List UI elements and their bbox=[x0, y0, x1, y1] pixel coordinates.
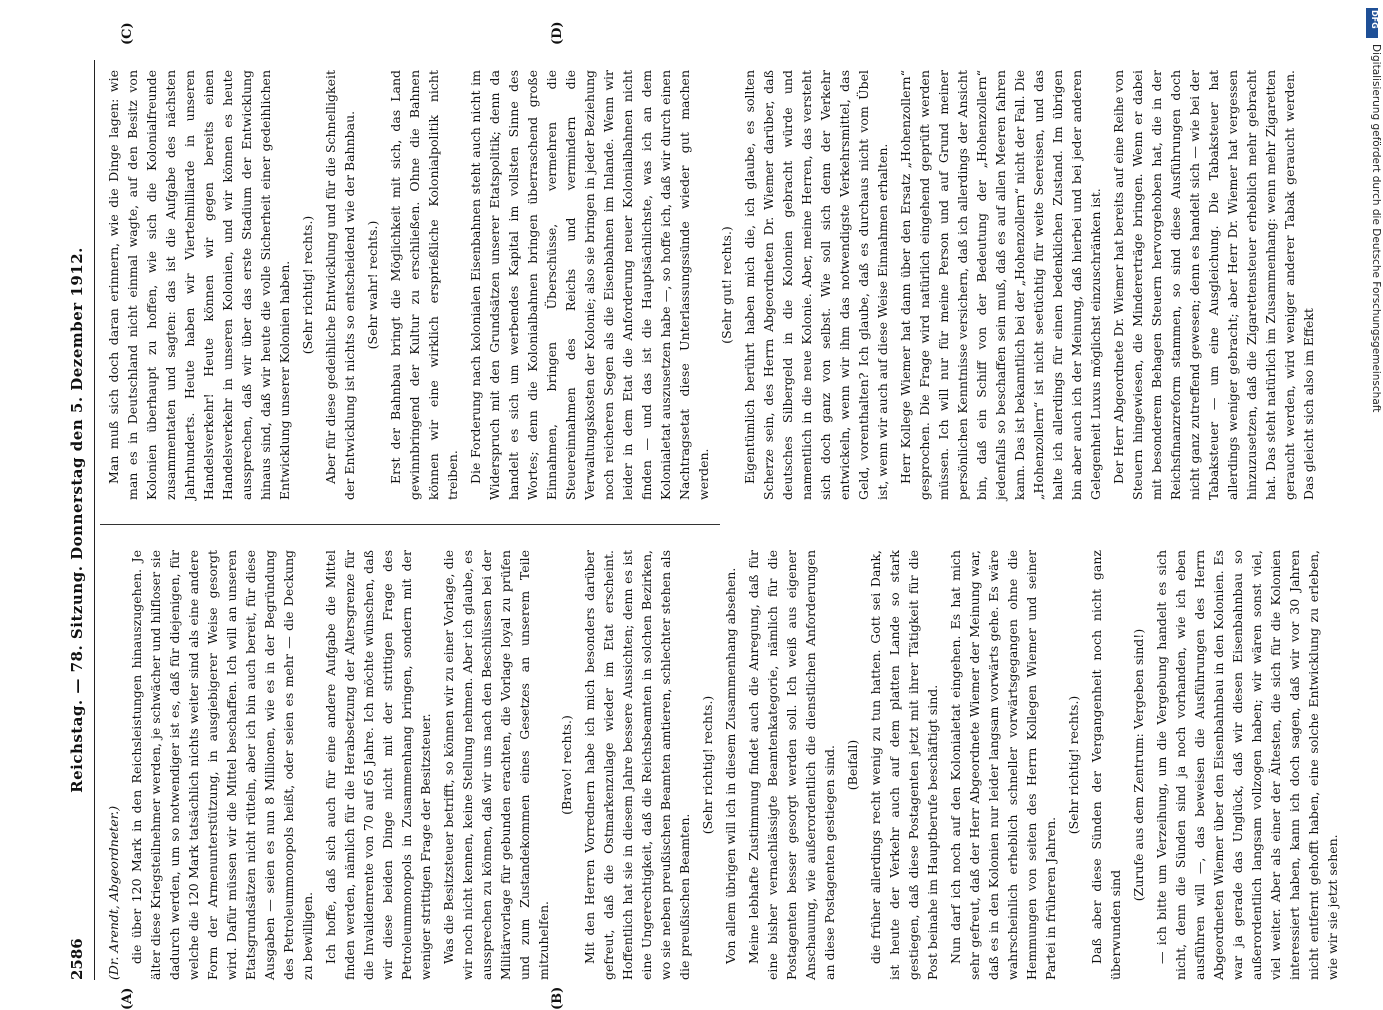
paragraph: Die Forderung nach kolonialen Eisenbahnen steht auch nicht im Widerspruch mit den Grundsätzen unserer Etatspolitik; denn da handelt es sich um werbendes Kapital im vollsten Sinne des Wortes; denn die Kolonialbahnen bringen überraschend große Einnahmen, bringen Überschüsse, vermehren die Steuereinnahmen des Reichs und vermindern die Verwaltungskosten der Kolonie; also sie bringen in jeder Beziehung noch reicheren Segen als die Eisenbahnen im Inlande. Wenn wir leider in dem Etat die Anforderung neuer Kolonialbahnen nicht finden — und das ist die Hauptsächlichste, was ich an dem Kolonialetat auszusetzen habe —, so hoffe ich, daß wir durch einen Nachtragsetat diese Unterlassungssünde wieder gut machen werden. bbox=[468, 70, 711, 500]
paragraph: Erst der Bahnbau bringt die Möglichkeit mit sich, das Land gewinnbringend der Kultur zu erschließen. Ohne die Bahnen können wir eine wirklich ersprießliche Kolonialpolitik nicht treiben. bbox=[388, 70, 460, 500]
paragraph: Nun darf ich noch auf den Kolonialetat eingehen. Es hat mich sehr gefreut, daß der Herr Abgeordnete Wiemer der Meinung war, daß es in den Kolonien nur leider langsam vorwärts gehe. Es wäre wahrscheinlich erheblich schneller vorwärtsgegangen ohne die Hemmungen von seiten des Herrn Kollegen Wiemer und seiner Partei in früheren Jahren. bbox=[948, 550, 1058, 980]
page-header bbox=[60, 60, 95, 980]
page-title: Reichstag. — 78. Sitzung. Donnerstag den 5. Dezember 1912. bbox=[68, 247, 86, 793]
right-column bbox=[104, 70, 1322, 500]
margin-mark-b: (B) bbox=[550, 986, 565, 1010]
paragraph: Herr Kollege Wiemer hat dann über den Ersatz „Hohenzollern“ gesprochen. Die Frage wird natürlich eingehend geprüft werden müssen. Ich will nur für meine Person und auf Grund meiner persönlichen Kenntnisse versichern, daß ich allerdings der Ansicht bin, daß ein Schiff von der Bedeutung der „Hohenzollern“ jedenfalls so beschaffen sein muß, daß es auf allen Meeren fahren kann. Das ist bekanntlich bei der „Hohenzollern“ nicht der Fall. Die „Hohenzollern“ ist nicht seetüchtig für weite Seereisen, und das halte ich allerdings für einen bedenklichen Zustand. Im übrigen bin aber auch ich der Meinung, daß hierbei und bei jeder anderen Gelegenheit Luxus möglichst einzuschränken ist. bbox=[898, 69, 1103, 500]
interjection: (Sehr gut! rechts.) bbox=[719, 226, 734, 344]
dfg-logo-text: DFG bbox=[1370, 10, 1379, 29]
interjection: (Zurufe aus dem Zentrum: Vergeben sind!) bbox=[1131, 628, 1146, 902]
left-column bbox=[104, 550, 1346, 980]
paragraph: — ich bitte um Verzeihung, um die Vergebung handelt es sich nicht, denn die Sünden sind ja noch vorhanden, wie ich eben ausführen will —, das beweisen die Ausführungen des Herrn Abgeordneten Wiemer über den Eisenbahnbau in den Kolonien. Es war ja gerade das Unglück, daß wir diesen Eisenbahnbau so außerordentlich langsam vollzogen haben; wir wären sonst viel, viel weiter. Aber als einer der Ältesten, die sich für die Kolonien interessiert haben, kann ich doch sagen, daß wir vor 30 Jahren nicht entfernt gehofft haben, eine solche Entwicklung zu erleben, wie wir sie jetzt sehen. bbox=[1154, 550, 1340, 980]
paragraph: Der Herr Abgeordnete Dr. Wiemer hat bereits auf eine Reihe von Steuern hingewiesen, die Mindererträge bringen. Wenn er dabei mit besonderem Behagen Steuern hervorgehoben hat, die in der Reichsfinanzreform stammen, so sind diese Ausführungen doch nicht ganz zutreffend gewesen; denn es handelt sich — wie bei der Tabaksteuer — um eine Ausgleichung. Die Tabaksteuer hat allerdings weniger gebracht; aber Herr Dr. Wiemer hat vergessen hinzuzusetzen, daß die Zigarettensteuer erheblich mehr gebracht hat. Das steht natürlich im Zusammenhang: wenn mehr Zigaretten geraucht werden, wird weniger anderer Tabak geraucht werden. Das gleicht sich also im Effekt bbox=[1111, 70, 1316, 500]
speaker-label: (Dr. Arendt, Abgeordneter.) bbox=[106, 805, 121, 980]
interjection: (Sehr wahr! rechts.) bbox=[365, 220, 380, 350]
paragraph: Von allem übrigen will ich in diesem Zusammenhang absehen. bbox=[723, 567, 738, 964]
interjection: (Sehr richtig! rechts.) bbox=[700, 695, 715, 835]
paragraph: die früher allerdings recht wenig zu tun hatten. Gott sei Dank, ist heute der Verkehr auch auf dem platten Lande so stark gestiegen, daß diese Postagenten jetzt mit ihrer Tätigkeit für die Post beinahe im Hauptberufe beschäftigt sind. bbox=[868, 550, 940, 980]
page-number: 2586 bbox=[68, 938, 86, 980]
margin-mark-c: (C) bbox=[120, 22, 135, 45]
paragraph: Eigentümlich berührt haben mich die, ich glaube, es sollten Scherze sein, des Herrn Abgeordneten Dr. Wiemer darüber, daß deutsches Silbergeld in die Kolonien gebracht würde und namentlich in die neue Kolonie. Aber, meine Herren, das versteht sich doch ganz von selbst. Wie soll sich denn der Verkehr entwickeln, wenn wir ihm das notwendigste Verkehrsmittel, das Geld, vorenthalten? Ich glaube, daß es durchaus nicht vom Übel ist, wenn wir auch auf diese Weise Einnahmen erhalten. bbox=[742, 70, 890, 500]
interjection: (Sehr richtig! rechts.) bbox=[300, 215, 315, 355]
paragraph: Aber für diese gedeihliche Entwicklung und für die Schnelligkeit der Entwicklung ist nichts so entscheidend wie der Bahnbau. bbox=[323, 70, 357, 500]
paragraph: die über 120 Mark in den Reichsleistungen hinauszugehen. Je älter diese Kriegsteilnehmer werden, je schwächer und hilfloser sie dadurch werden, um so notwendiger ist es, daß für diejenigen, für welche die 120 Mark tatsächlich nichts weiter sind als eine andere Form der Armenunterstützung, in ausgiebigerer Weise gesorgt wird. Dafür müssen wir die Mittel beschaffen. Ich will an unseren Etatsgrundsätzen nicht rütteln, aber ich bin auch bereit, für diese Ausgaben — seien es nun 8 Millionen, wie es in der Begründung des Petroleummonopols heißt, oder seien es mehr — die Deckung zu bewilligen. bbox=[129, 550, 315, 980]
paragraph: Ich hoffe, daß sich auch für eine andere Aufgabe die Mittel finden werden, nämlich für die Herabsetzung der Altersgrenze für die Invalidenrente von 70 auf 65 Jahre. Ich möchte wünschen, daß wir diese beiden Dinge nicht mit der strittigen Frage des Petroleummonopols in Zusammenhang bringen, sondern mit der weniger strittigen Frage der Besitzsteuer. bbox=[323, 550, 433, 980]
margin-mark-d: (D) bbox=[550, 21, 565, 45]
interjection: (Bravo! rechts.) bbox=[559, 715, 574, 815]
digitization-credit: Digitalisierung gefördert durch die Deutsche Forschungsgemeinschaft bbox=[1370, 44, 1382, 413]
paragraph: Man muß sich doch daran erinnern, wie die Dinge lagen: wie man es in Deutschland nicht einmal wagte, auf den Besitz von Kolonien überhaupt zu hoffen, wie sich die Kolonialfreunde zusammentaten und sagten: das ist die Aufgabe des nächsten Jahrhunderts. Heute haben wir Viertelmilliarde in unseren Handelsverkehr! Heute können wir gegen bereits einen Handelsverkehr in unseren Kolonien, und wir können es heute aussprechen, daß wir über das erste Stadium der Entwicklung hinaus sind, daß wir heute die volle Sicherheit einer gedeihlichen Entwicklung unserer Kolonien haben. bbox=[106, 70, 292, 500]
column-divider bbox=[100, 524, 720, 525]
paragraph: Mit den Herren Vorrednern habe ich mich besonders darüber gefreut, daß die Ostmarkenzulage wieder im Etat erscheint. Hoffentlich hat sie in diesem Jahre bessere Aussichten; denn es ist eine Ungerechtigkeit, daß die Reichsbeamten in solchen Bezirken, wo sie neben preußischen Beamten amtieren, schlechter stehen als die preußischen Beamten. bbox=[582, 550, 692, 980]
interjection: (Beifall) bbox=[845, 739, 860, 791]
paragraph: Meine lebhafte Zustimmung findet auch die Anregung, daß für eine bisher vernachlässigte Beamtenkategorie, nämlich für die Postagenten besser gesorgt werden soll. Ich weiß aus eigener Anschauung, wie außerordentlich die dienstlichen Anforderungen an diese Postagenten gestiegen sind. bbox=[746, 550, 837, 980]
paragraph: Was die Besitzsteuer betrifft, so können wir zu einer Vorlage, die wir noch nicht kennen, keine Stellung nehmen. Aber ich glaube, es aussprechen zu können, daß wir uns nach den Beschlüssen bei der Militärvorlage für gebunden erachten, die Vorlage loyal zu prüfen und zum Zustandekommen eines Gesetzes an unserem Teile mitzuhelfen. bbox=[441, 550, 551, 980]
newspaper-page bbox=[60, 21, 1340, 1010]
margin-mark-a: (A) bbox=[120, 987, 135, 1010]
paragraph: Daß aber diese Sünden der Vergangenheit noch nicht ganz überwunden sind bbox=[1089, 550, 1123, 980]
dfg-logo-badge bbox=[1366, 8, 1378, 38]
interjection: (Sehr richtig! rechts.) bbox=[1066, 695, 1081, 835]
